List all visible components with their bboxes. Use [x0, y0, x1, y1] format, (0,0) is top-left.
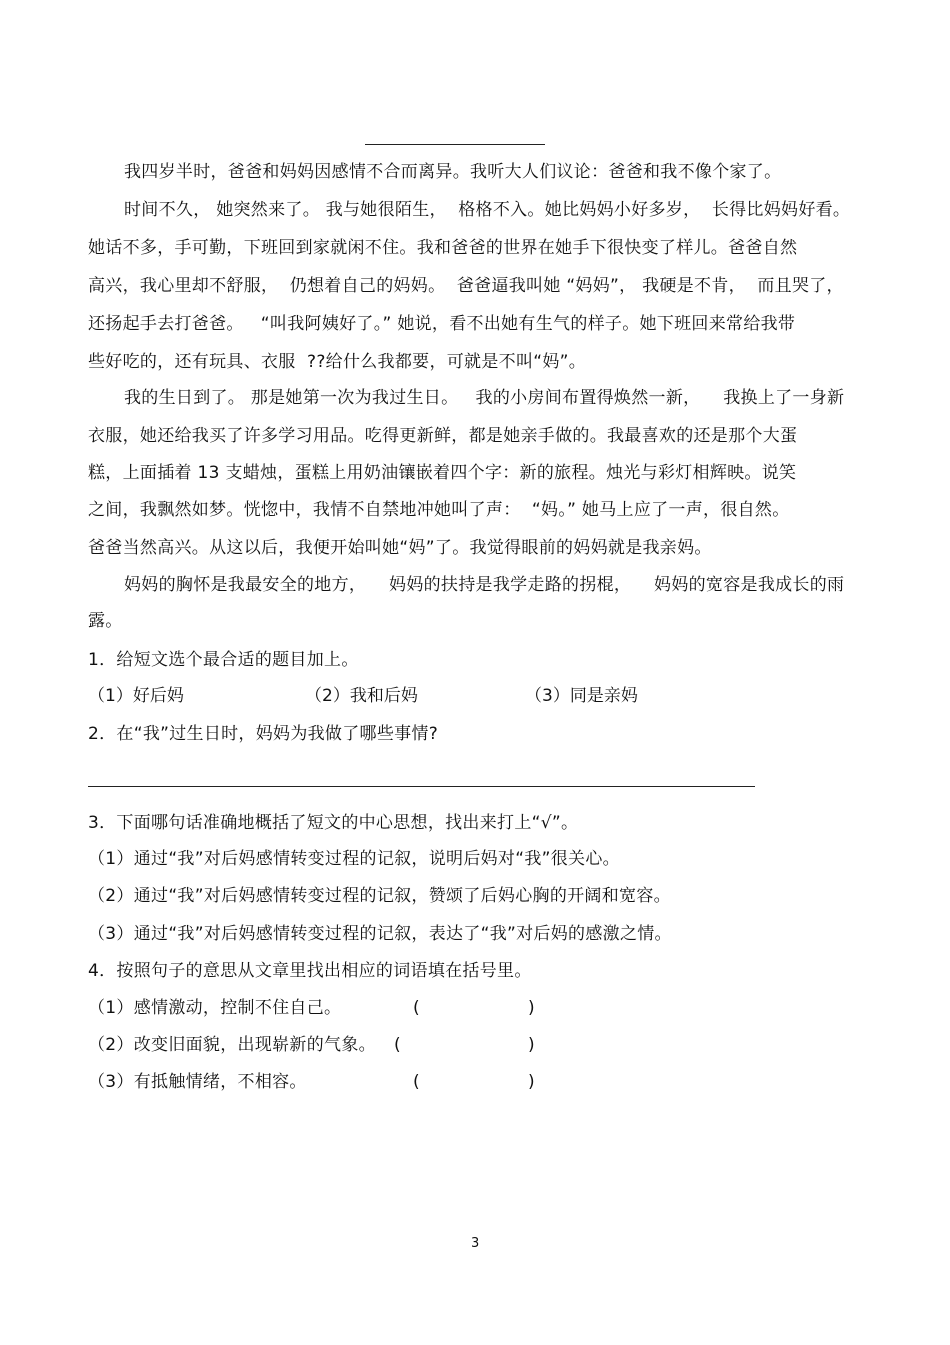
- question-3-option[interactable]: （1）通过“我”对后妈感情转变过程的记叙，说明后妈对“我”很关心。: [88, 849, 620, 869]
- question-1-option[interactable]: （3）同是亲妈: [525, 686, 638, 706]
- answer-open-paren[interactable]: (: [413, 1072, 420, 1092]
- answer-close-paren: ): [528, 1035, 535, 1055]
- title-blank-line: [365, 144, 545, 145]
- answer-close-paren: ): [528, 1072, 535, 1092]
- passage-line: 爸爸当然高兴。从这以后，我便开始叫她“妈”了。我觉得眼前的妈妈就是我亲妈。: [88, 538, 712, 558]
- answer-close-paren: ): [528, 998, 535, 1018]
- passage-line: 糕，上面插着 13 支蜡烛，蛋糕上用奶油镶嵌着四个字：新的旅程。烛光与彩灯相辉映。说笑: [88, 463, 797, 483]
- page-number: 3: [471, 1236, 480, 1251]
- passage-line: 她话不多，手可勤，下班回到家就闲不住。我和爸爸的世界在她手下很快变了样儿。爸爸自然: [88, 238, 798, 258]
- passage-line: 些好吃的，还有玩具、衣服 ??给什么我都要，可就是不叫“妈”。: [88, 352, 587, 372]
- question-2-stem: 2．在“我”过生日时，妈妈为我做了哪些事情?: [88, 724, 439, 744]
- question-3-option[interactable]: （3）通过“我”对后妈感情转变过程的记叙，表达了“我”对后妈的感激之情。: [88, 924, 672, 944]
- question-3-stem: 3．下面哪句话准确地概括了短文的中心思想，找出来打上“√”。: [88, 813, 579, 833]
- passage-line: 我的生日到了。 那是她第一次为我过生日。 我的小房间布置得焕然一新， 我换上了一身新: [124, 388, 845, 408]
- passage-line: 妈妈的胸怀是我最安全的地方， 妈妈的扶持是我学走路的拐棍， 妈妈的宽容是我成长的雨: [124, 575, 845, 595]
- question-2-answer-line[interactable]: [88, 786, 755, 787]
- question-4-item: （3）有抵触情绪，不相容。: [88, 1072, 307, 1092]
- passage-line: 之间，我飘然如梦。恍惚中，我情不自禁地冲她叫了声： “妈。” 她马上应了一声，很自然。: [88, 500, 790, 520]
- question-3-option[interactable]: （2）通过“我”对后妈感情转变过程的记叙，赞颂了后妈心胸的开阔和宽容。: [88, 886, 671, 906]
- passage-line: 衣服，她还给我买了许多学习用品。吃得更新鲜，都是她亲手做的。我最喜欢的还是那个大蛋: [88, 426, 798, 446]
- passage-line: 还扬起手去打爸爸。 “叫我阿姨好了。” 她说，看不出她有生气的样子。她下班回来常给我带: [88, 314, 796, 334]
- question-4-item: （2）改变旧面貌，出现崭新的气象。: [88, 1035, 376, 1055]
- question-4-item: （1）感情激动，控制不住自己。: [88, 998, 342, 1018]
- question-1-option[interactable]: （2）我和后妈: [305, 686, 418, 706]
- answer-open-paren[interactable]: (: [394, 1035, 401, 1055]
- passage-line: 高兴，我心里却不舒服， 仍想着自己的妈妈。 爸爸逼我叫她 “妈妈”， 我硬是不肯， 而且哭了，: [88, 276, 844, 296]
- question-1-option[interactable]: （1）好后妈: [88, 686, 184, 706]
- passage-line: 时间不久， 她突然来了。 我与她很陌生， 格格不入。她比妈妈小好多岁， 长得比妈妈好看。: [124, 200, 851, 220]
- answer-open-paren[interactable]: (: [413, 998, 420, 1018]
- question-4-stem: 4．按照句子的意思从文章里找出相应的词语填在括号里。: [88, 961, 532, 981]
- question-1-stem: 1．给短文选个最合适的题目加上。: [88, 650, 359, 670]
- passage-line: 露。: [88, 611, 123, 631]
- passage-line: 我四岁半时，爸爸和妈妈因感情不合而离异。我听大人们议论：爸爸和我不像个家了。: [124, 162, 782, 182]
